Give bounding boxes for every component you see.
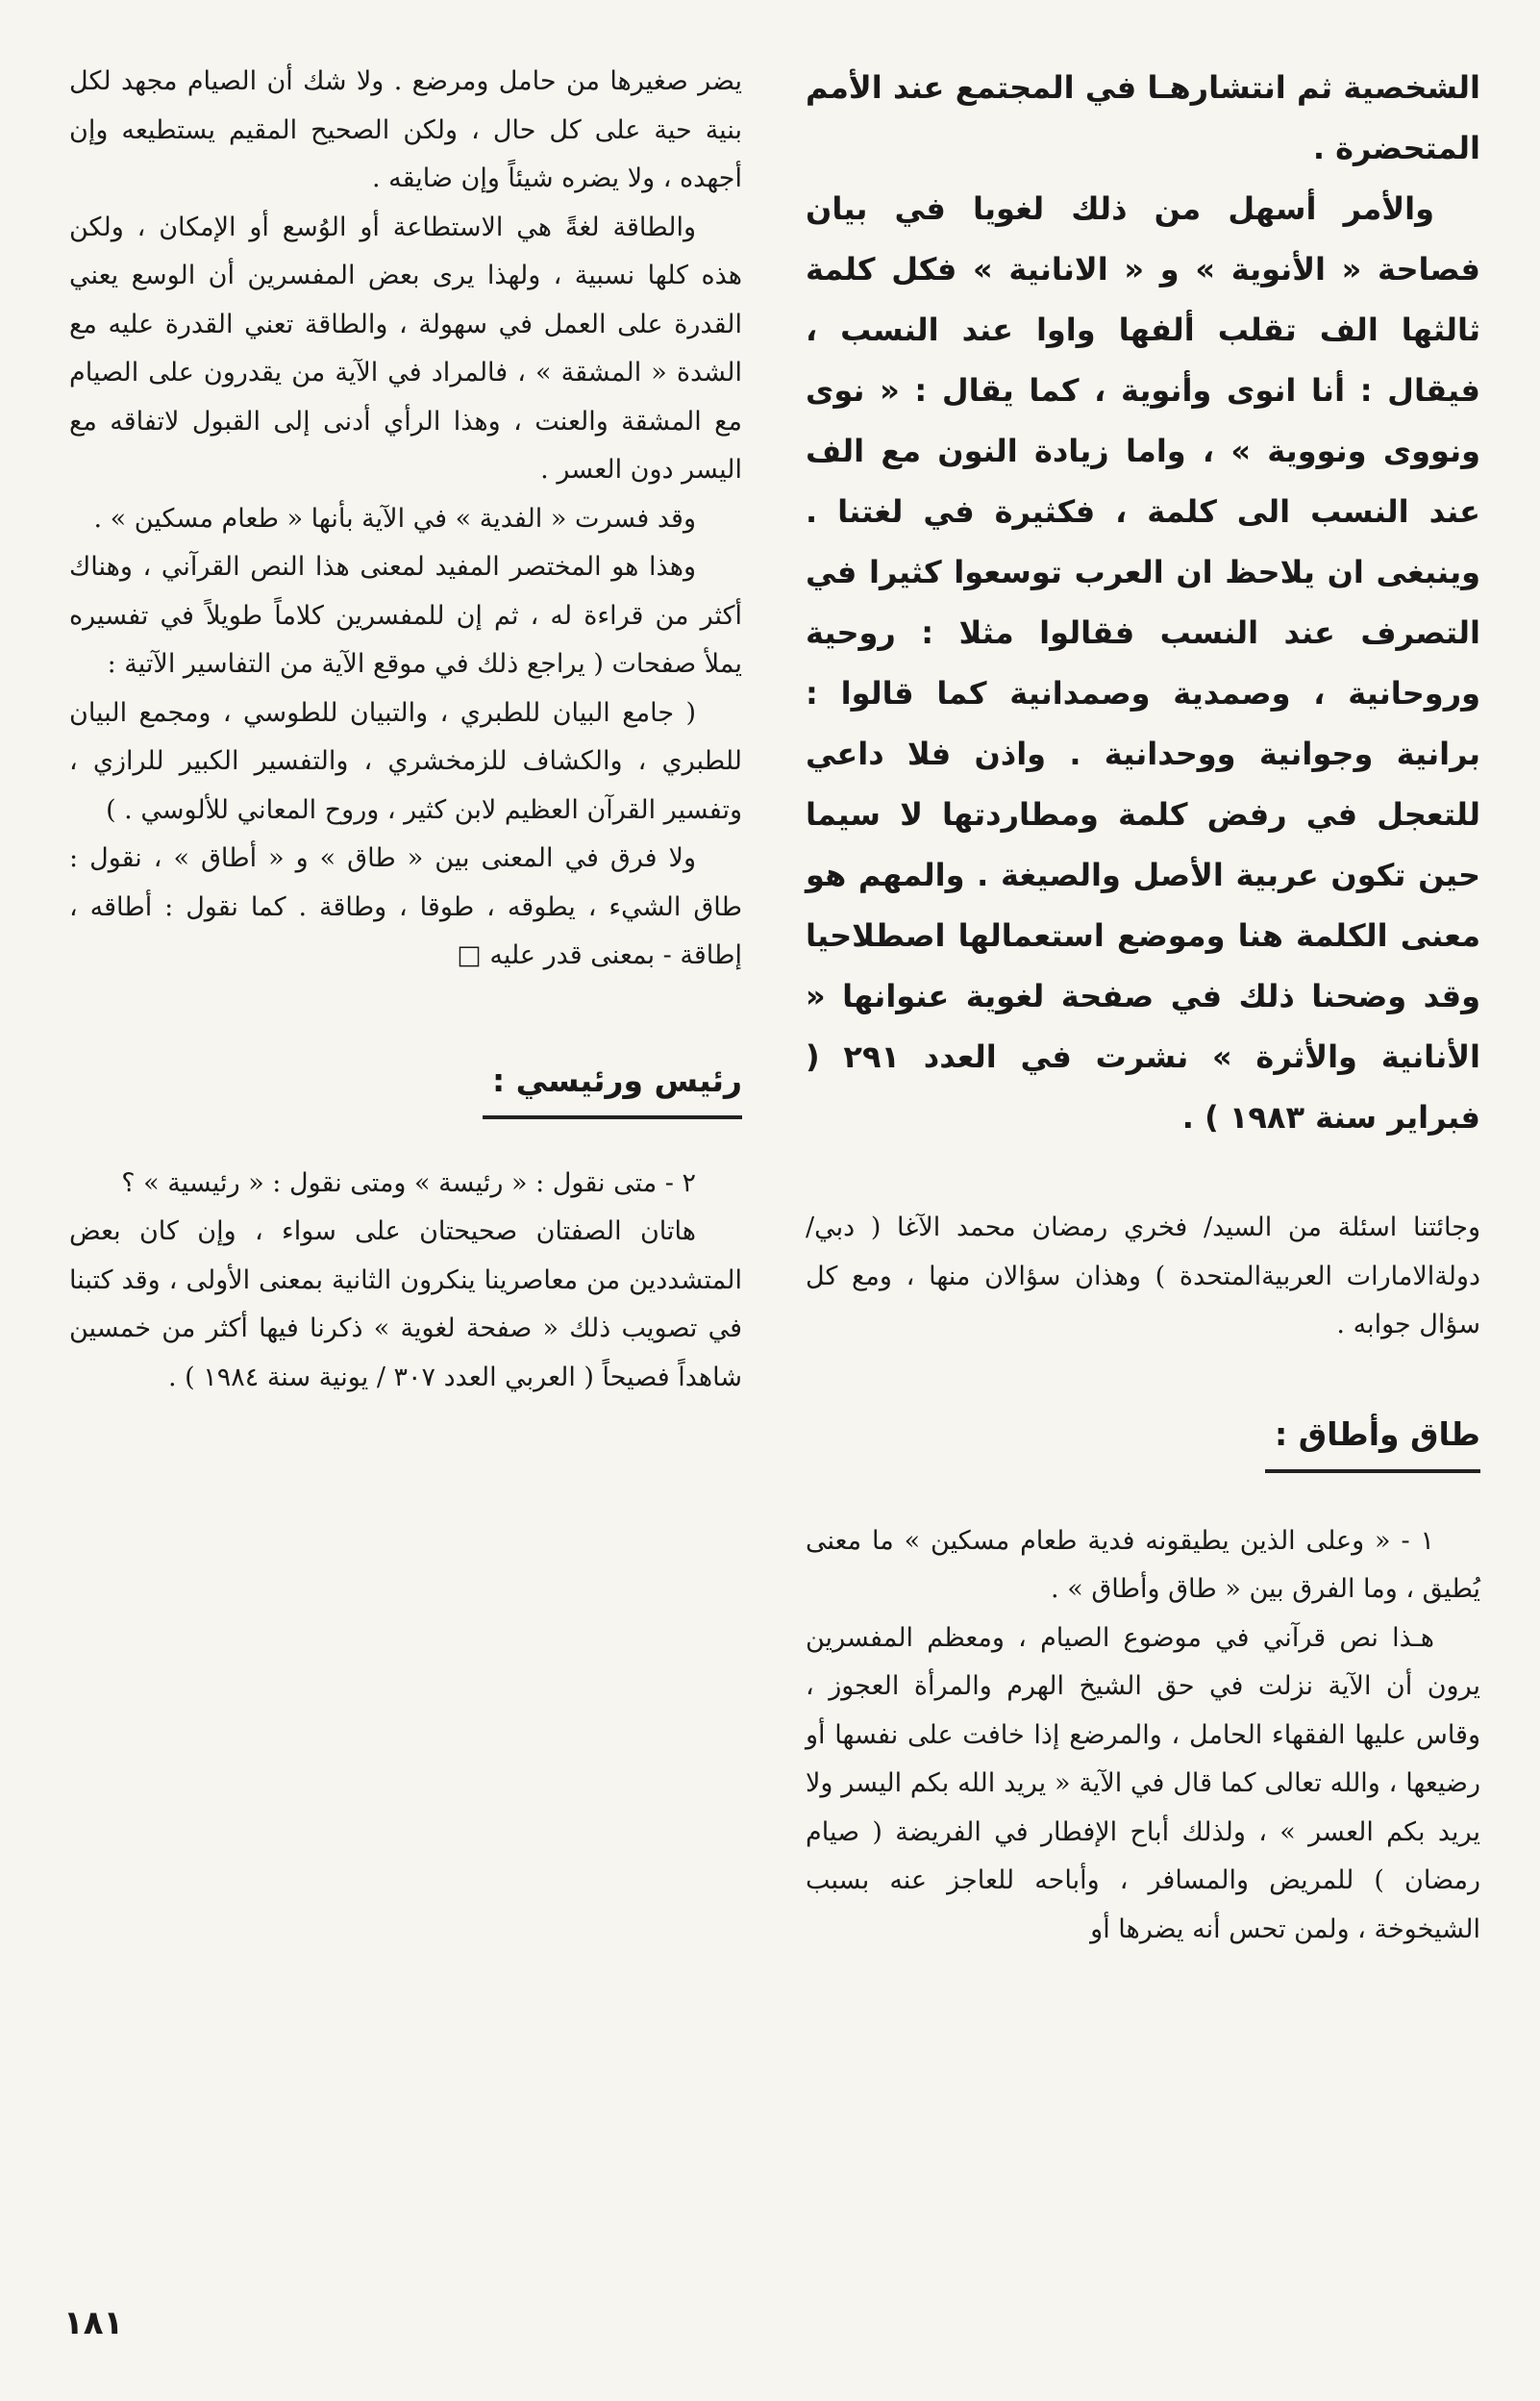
spacer	[806, 1350, 1480, 1410]
answer-1: هـذا نص قرآني في موضوع الصيام ، ومعظم المفسرين يرون أن الآية نزلت في حق الشيخ الهرم والمرأة العجوز ، وقاس عليها الفقهاء الحامل ، والمرضع إذا خافت على نفسها أو رضيعها ، والله تعالى كما قال في الآية « يريد الله بكم اليسر ولا يريد بكم العسر » ، ولذلك أباح الإفطار في الفريضة ( صيام رمضان ) للمريض والمسافر ، وأباحه للعاجز عنه بسبب الشيخوخة ، ولمن تحس أنه يضرها أو	[806, 1622, 1480, 1944]
bold-paragraph-2: والأمر أسهل من ذلك لغويا في بيان فصاحة « الأنوية » و « الانانية » فكل كلمة ثالثها الف تقلب ألفها واوا عند النسب ، فيقال : أنا انوى وأنوية ، كما يقال : « نوى ونووى ونووية » ، واما زيادة النون مع الف عند النسب الى كلمة ، فكثيرة في لغتنا . وينبغى ان يلاحظ ان العرب توسعوا كثيرا في التصرف عند النسب فقالوا مثلا : روحية وروحانية ، وصمدية وصمدانية كما قالوا : برانية وجوانية ووحدانية . واذن فلا داعي للتعجل في رفض كلمة ومطاردتها لا سيما حين تكون عربية الأصل والصيغة . والمهم هو معنى الكلمة هنا وموضع استعمالها اصطلاحيا وقد وضحنا ذلك في صفحة لغوية عنوانها « الأنانية والأثرة » نشرت في العدد ٢٩١ ( فبراير سنة ١٩٨٣ ) .	[806, 190, 1481, 1136]
page-number: ١٨١	[63, 2304, 124, 2342]
answer-2: هاتان الصفتان صحيحتان على سواء ، وإن كان بعض المتشددين من معاصرينا ينكرون الثانية بمعنى الأولى ، وقد كتبنا في تصويب ذلك « صفحة لغوية » ذكرنا فيها أكثر من خمسين شاهداً فصيحاً ( العربي العدد ٣٠٧ / يونية سنة ١٩٨٤ ) .	[69, 1216, 742, 1392]
heading-wrap-taq	[806, 1410, 1480, 1473]
spacer	[69, 1119, 742, 1160]
left-paragraph-4: وهذا هو المختصر المفيد لمعنى هذا النص القرآني ، وهناك أكثر من قراءة له ، ثم إن للمفسرين كلاماً طويلاً في تفسيره يملأ صفحات ( يراجع ذلك في موقع الآية من التفاسير الآتية :	[69, 552, 742, 679]
section-heading-taq: طاق وأطاق :	[1265, 1410, 1480, 1473]
right-column	[806, 58, 1480, 1954]
question-1: ١ - « وعلى الذين يطيقونه فدية طعام مسكين » ما معنى يُطيق ، وما الفرق بين « طاق وأطاق » .	[806, 1525, 1480, 1604]
intro-paragraph: وجائتنا اسئلة من السيد/ فخري رمضان محمد الآغا ( دبي/ دولةالامارات العربيةالمتحدة ) وهذان سؤالان منها ، ومع كل سؤال جوابه .	[806, 1213, 1480, 1339]
spacer	[69, 981, 742, 1056]
left-paragraph-2: والطاقة لغةً هي الاستطاعة أو الوُسع أو الإمكان ، ولكن هذه كلها نسبية ، ولهذا يرى بعض المفسرين أن الوسع يعني القدرة على العمل في سهولة ، والطاقة تعني القدرة عليه مع الشدة « المشقة » ، فالمراد في الآية من يقدرون على الصيام مع المشقة والعنت ، وهذا الرأي أدنى إلى القبول لاتفاقه مع اليسر دون العسر .	[69, 212, 742, 485]
spacer	[806, 1148, 1480, 1204]
section-heading-raees: رئيس ورئيسي :	[483, 1056, 742, 1119]
left-paragraph-5: ( جامع البيان للطبري ، والتبيان للطوسي ، ومجمع البيان للطبري ، والكشاف للزمخشري ، والتفسير الكبير للرازي ، وتفسير القرآن العظيم لابن كثير ، وروح المعاني للألوسي . )	[69, 697, 742, 825]
left-column	[69, 58, 742, 1402]
left-paragraph-6: ولا فرق في المعنى بين « طاق » و « أطاق » ، نقول : طاق الشيء ، يطوقه ، طوقا ، وطاقة . كما نقول : أطاقه ، إطاقة - بمعنى قدر عليه □	[69, 843, 742, 970]
left-paragraph-3: وقد فسرت « الفدية » في الآية بأنها « طعام مسكين » .	[93, 503, 696, 534]
question-2: ٢ - متى نقول : « رئيسة » ومتى نقول : « رئيسية » ؟	[121, 1167, 696, 1198]
spacer	[806, 1473, 1480, 1517]
left-paragraph-1: يضر صغيرها من حامل ومرضع . ولا شك أن الصيام مجهد لكل بنية حية على كل حال ، ولكن الصحيح المقيم يستطيعه وإن أجهده ، ولا يضره شيئاً وإن ضايقه .	[69, 66, 742, 193]
heading-wrap-raees	[69, 1056, 742, 1119]
bold-paragraph-1: الشخصية ثم انتشارهـا في المجتمع عند الأمم المتحضرة .	[806, 69, 1480, 166]
